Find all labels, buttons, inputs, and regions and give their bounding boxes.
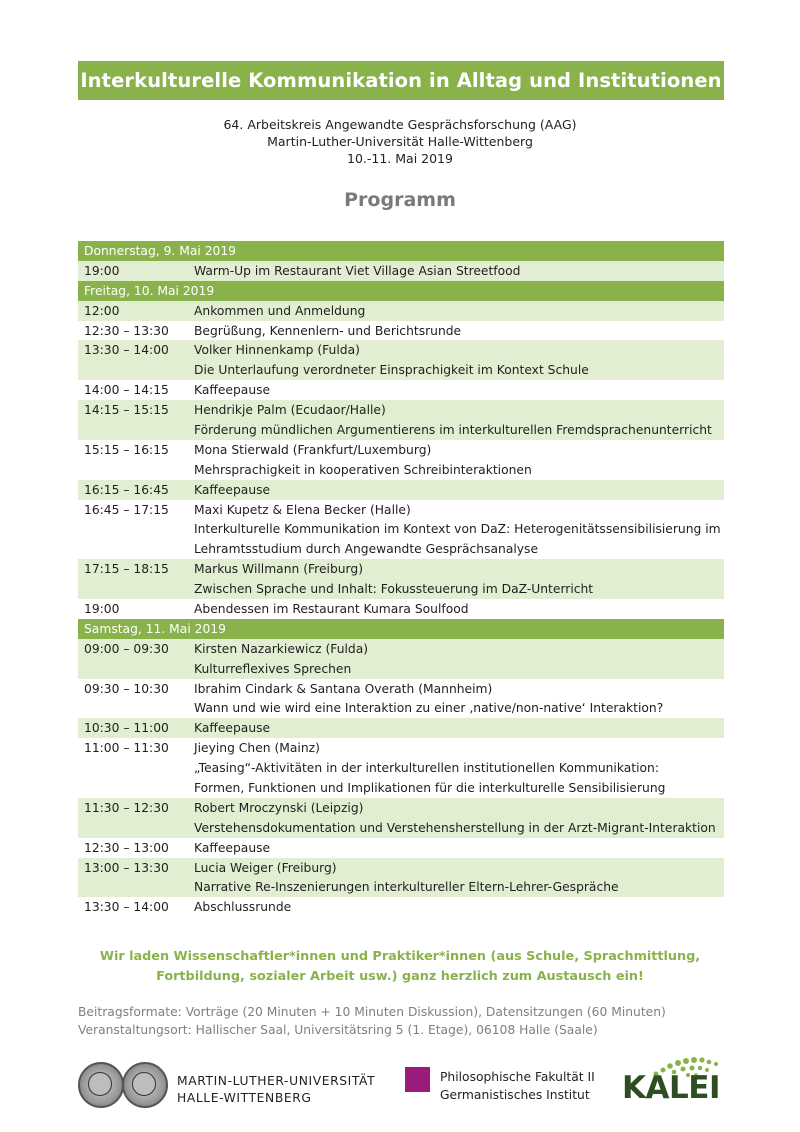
info-venue: Veranstaltungsort: Hallischer Saal, Universitätsring 5 (1. Etage), 06108 Halle (Saale) xyxy=(78,1023,598,1037)
schedule-time: 13:30 – 14:00 xyxy=(84,343,169,358)
program-heading: Programm xyxy=(344,189,456,211)
schedule-row xyxy=(78,738,724,758)
schedule-row xyxy=(78,340,724,360)
page-title: Interkulturelle Kommunikation in Alltag und Institutionen xyxy=(78,61,724,100)
schedule-text: Mehrsprachigkeit in kooperativen Schreibinteraktionen xyxy=(194,462,532,477)
schedule-text: Lehramtsstudium durch Angewandte Gesprächsanalyse xyxy=(194,542,539,557)
schedule-row xyxy=(78,440,724,460)
schedule-text: Kaffeepause xyxy=(194,840,271,855)
day-header: Donnerstag, 9. Mai 2019 xyxy=(78,241,724,261)
schedule-time: 12:30 – 13:00 xyxy=(84,840,169,855)
schedule-row xyxy=(78,818,724,838)
schedule-time: 19:00 xyxy=(84,263,120,278)
schedule-time: 09:30 – 10:30 xyxy=(84,681,169,696)
schedule-time: 10:30 – 11:00 xyxy=(84,721,169,736)
schedule-time: 17:15 – 18:15 xyxy=(84,562,169,577)
schedule-row xyxy=(78,758,724,778)
invitation-line-2: Fortbildung, sozialer Arbeit usw.) ganz herzlich zum Austausch ein! xyxy=(156,969,644,984)
schedule-time: 11:30 – 12:30 xyxy=(84,800,169,815)
schedule-row xyxy=(78,559,724,579)
schedule-text: Volker Hinnenkamp (Fulda) xyxy=(194,343,360,358)
schedule-text: Ibrahim Cindark & Santana Overath (Mannheim) xyxy=(194,681,493,696)
info-formats: Beitragsformate: Vorträge (20 Minuten + 10 Minuten Diskussion), Datensitzungen (60 Minuten) xyxy=(78,1005,666,1019)
schedule-row xyxy=(78,360,724,380)
schedule-text: Kirsten Nazarkiewicz (Fulda) xyxy=(194,641,369,656)
university-name-line-1: MARTIN-LUTHER-UNIVERSITÄT xyxy=(177,1074,376,1088)
schedule-text: Die Unterlaufung verordneter Einsprachigkeit im Kontext Schule xyxy=(194,363,589,378)
invitation-line-1: Wir laden Wissenschaftler*innen und Praktiker*innen (aus Schule, Sprachmittlung, xyxy=(99,949,701,964)
schedule-row xyxy=(78,679,724,699)
schedule-time: 12:00 xyxy=(84,303,120,318)
schedule-text: Mona Stierwald (Frankfurt/Luxemburg) xyxy=(194,442,432,457)
schedule-row xyxy=(78,718,724,738)
schedule-row xyxy=(78,659,724,679)
schedule-time: 11:00 – 11:30 xyxy=(84,741,169,756)
schedule-time: 16:15 – 16:45 xyxy=(84,482,169,497)
schedule-text: Narrative Re-Inszenierungen interkultureller Eltern-Lehrer-Gespräche xyxy=(194,880,619,895)
schedule-row xyxy=(78,897,724,917)
day-header: Freitag, 10. Mai 2019 xyxy=(78,281,724,301)
schedule-text: Förderung mündlichen Argumentierens im interkulturellen Fremdsprachenunterricht xyxy=(194,422,712,437)
schedule-text: Verstehensdokumentation und Verstehensherstellung in der Arzt-Migrant-Interaktion xyxy=(194,820,716,835)
schedule-row xyxy=(78,579,724,599)
schedule-row xyxy=(78,599,724,619)
schedule-row xyxy=(78,301,724,321)
schedule-text: „Teasing“-Aktivitäten in der interkulturellen institutionellen Kommunikation: xyxy=(194,761,659,776)
schedule-text: Hendrikje Palm (Ecudaor/Halle) xyxy=(194,403,386,418)
schedule-text: Kaffeepause xyxy=(194,383,271,398)
schedule-time: 14:15 – 15:15 xyxy=(84,403,169,418)
day-header: Samstag, 11. Mai 2019 xyxy=(78,619,724,639)
subtitle-conference: 64. Arbeitskreis Angewandte Gesprächsforschung (AAG) xyxy=(223,117,577,132)
kalei-logo: KALEI xyxy=(622,1070,720,1106)
schedule-text: Abendessen im Restaurant Kumara Soulfood xyxy=(194,601,469,616)
schedule-time: 12:30 – 13:30 xyxy=(84,323,169,338)
faculty-line-1: Philosophische Fakultät II xyxy=(440,1070,595,1084)
schedule-row xyxy=(78,838,724,858)
schedule-text: Ankommen und Anmeldung xyxy=(194,303,366,318)
university-name-line-2: HALLE-WITTENBERG xyxy=(177,1091,312,1105)
schedule-row xyxy=(78,321,724,341)
schedule-row xyxy=(78,858,724,878)
schedule-time: 15:15 – 16:15 xyxy=(84,442,169,457)
schedule-text: Lucia Weiger (Freiburg) xyxy=(194,860,337,875)
subtitle-date: 10.-11. Mai 2019 xyxy=(347,151,453,166)
university-seal-icon xyxy=(78,1062,124,1108)
subtitle-university: Martin-Luther-Universität Halle-Wittenberg xyxy=(267,134,533,149)
schedule-table xyxy=(78,241,724,917)
university-seal-icon xyxy=(122,1062,168,1108)
schedule-row xyxy=(78,639,724,659)
schedule-row xyxy=(78,519,724,539)
schedule-row xyxy=(78,420,724,440)
schedule-text: Abschlussrunde xyxy=(194,900,292,915)
schedule-text: Kaffeepause xyxy=(194,482,271,497)
schedule-text: Jieying Chen (Mainz) xyxy=(194,741,320,756)
schedule-text: Markus Willmann (Freiburg) xyxy=(194,562,363,577)
schedule-time: 09:00 – 09:30 xyxy=(84,641,169,656)
schedule-row xyxy=(78,261,724,281)
schedule-time: 13:00 – 13:30 xyxy=(84,860,169,875)
schedule-row xyxy=(78,380,724,400)
schedule-text: Interkulturelle Kommunikation im Kontext von DaZ: Heterogenitätssensibilisierung im xyxy=(194,522,721,537)
schedule-time: 16:45 – 17:15 xyxy=(84,502,169,517)
schedule-row xyxy=(78,460,724,480)
faculty-line-2: Germanistisches Institut xyxy=(440,1088,590,1102)
schedule-text: Warm-Up im Restaurant Viet Village Asian Streetfood xyxy=(194,263,521,278)
schedule-row xyxy=(78,539,724,559)
schedule-row xyxy=(78,400,724,420)
schedule-text: Wann und wie wird eine Interaktion zu einer ‚native/non-native‘ Interaktion? xyxy=(194,701,664,716)
schedule-row xyxy=(78,778,724,798)
schedule-row xyxy=(78,500,724,520)
schedule-text: Kulturreflexives Sprechen xyxy=(194,661,352,676)
purple-square-icon xyxy=(405,1067,430,1092)
schedule-text: Zwischen Sprache und Inhalt: Fokussteuerung im DaZ-Unterricht xyxy=(194,582,594,597)
schedule-text: Formen, Funktionen und Implikationen für die interkulturelle Sensibilisierung xyxy=(194,780,666,795)
schedule-row xyxy=(78,698,724,718)
schedule-time: 14:00 – 14:15 xyxy=(84,383,169,398)
schedule-text: Maxi Kupetz & Elena Becker (Halle) xyxy=(194,502,411,517)
schedule-text: Robert Mroczynski (Leipzig) xyxy=(194,800,364,815)
schedule-time: 13:30 – 14:00 xyxy=(84,900,169,915)
invitation-text xyxy=(0,947,800,987)
schedule-row xyxy=(78,878,724,898)
schedule-time: 19:00 xyxy=(84,601,120,616)
schedule-row xyxy=(78,798,724,818)
schedule-row xyxy=(78,480,724,500)
schedule-text: Kaffeepause xyxy=(194,721,271,736)
schedule-text: Begrüßung, Kennenlern- und Berichtsrunde xyxy=(194,323,462,338)
